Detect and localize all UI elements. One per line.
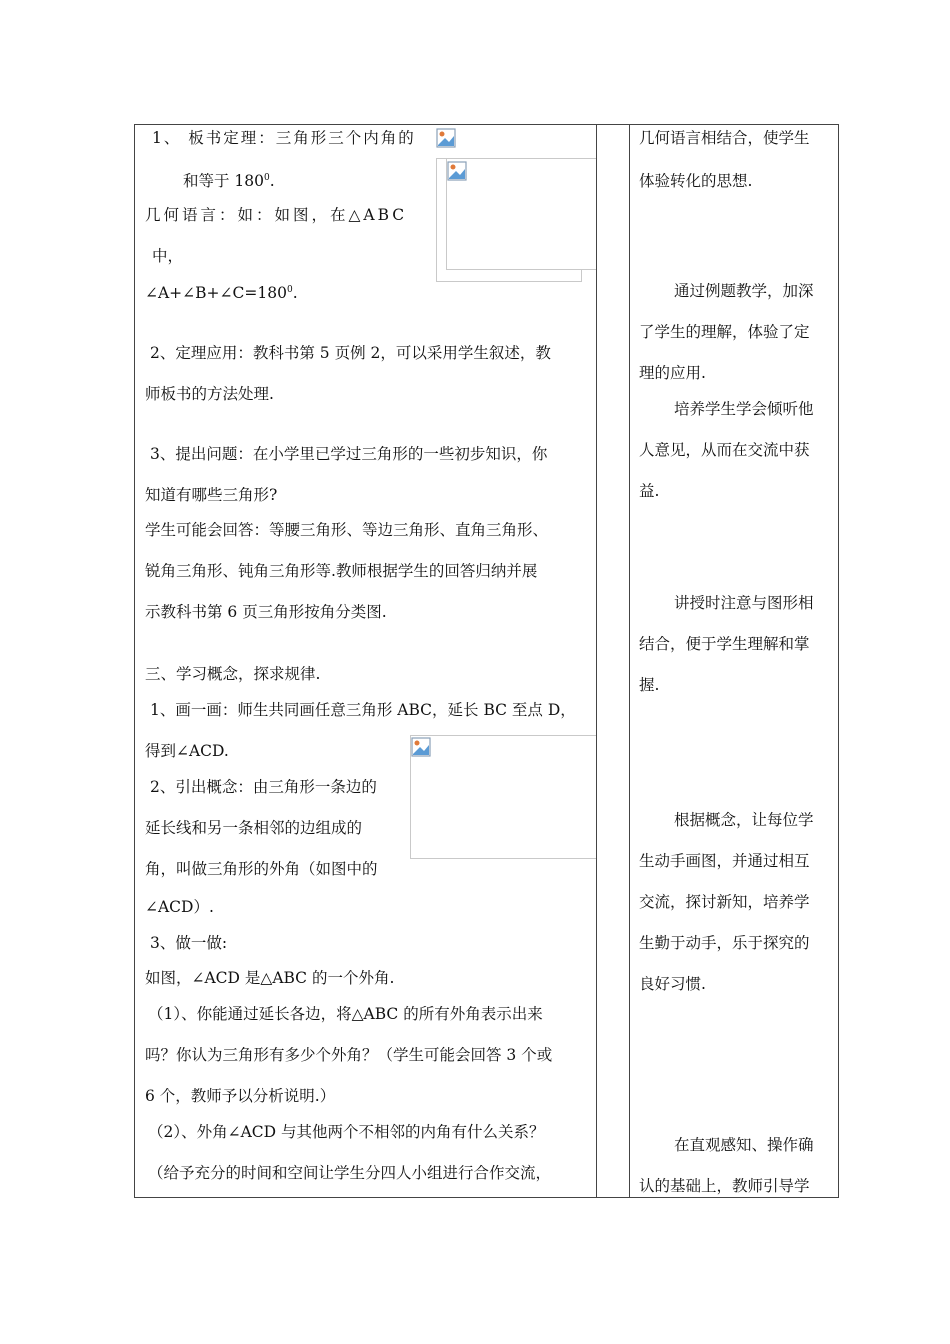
note-5-line-2: 生动手画图，并通过相互 bbox=[639, 852, 810, 870]
note-6-line-1: 在直观感知、操作确 bbox=[674, 1136, 814, 1154]
concept-line-1: 2、引出概念：由三角形一条边的 bbox=[150, 778, 377, 796]
triangle-figure-image bbox=[446, 158, 596, 270]
application-line-1: 2、定理应用：教科书第 5 页例 2，可以采用学生叙述，教 bbox=[150, 344, 551, 362]
geometry-language-line-2: 中， bbox=[152, 247, 184, 265]
answer-line-3: 示教科书第 6 页三角形按角分类图. bbox=[145, 603, 387, 621]
note-2-line-3: 理的应用. bbox=[639, 364, 706, 382]
note-5-line-4: 生勤于动手，乐于探究的 bbox=[639, 934, 810, 952]
geometry-language-line: 几何语言：如：如图，在△ABC bbox=[145, 206, 408, 224]
application-line-2: 师板书的方法处理. bbox=[145, 385, 274, 403]
draw-step-line-1: 1、画一画：师生共同画任意三角形 ABC，延长 BC 至点 D， bbox=[150, 701, 576, 719]
note-1-line-2: 体验转化的思想. bbox=[639, 172, 753, 190]
do-it-heading: 3、做一做: bbox=[150, 934, 228, 952]
note-3-line-2: 人意见，从而在交流中获 bbox=[639, 441, 810, 459]
theorem-line-1: 1、 板书定理：三角形三个内角的 bbox=[152, 129, 416, 147]
theorem-line-2: 和等于 $180^0$. bbox=[183, 172, 275, 190]
question-line-2: 知道有哪些三角形? bbox=[145, 486, 278, 504]
note-4-line-1: 讲授时注意与图形相 bbox=[674, 594, 814, 612]
broken-image-small bbox=[436, 128, 456, 148]
broken-image-icon bbox=[436, 128, 456, 148]
note-2-line-1: 通过例题教学，加深 bbox=[674, 282, 814, 300]
question-2-line-1: （2）、外角∠ACD 与其他两个不相邻的内角有什么关系？ bbox=[148, 1123, 545, 1141]
note-2-line-2: 了学生的理解，体验了定 bbox=[639, 323, 810, 341]
concept-line-3: 角，叫做三角形的外角（如图中的 bbox=[145, 860, 378, 878]
note-4-line-3: 握. bbox=[639, 676, 660, 694]
exterior-angle-statement: 如图，∠ACD 是△ABC 的一个外角. bbox=[145, 969, 395, 987]
note-5-line-1: 根据概念，让每位学 bbox=[674, 811, 814, 829]
note-3-line-3: 益. bbox=[639, 482, 660, 500]
concept-line-2: 延长线和另一条相邻的边组成的 bbox=[145, 819, 363, 837]
broken-image-icon bbox=[447, 161, 467, 181]
draw-step-line-2: 得到∠ACD. bbox=[145, 742, 229, 760]
angle-sum-formula: $\angle A+\angle B+\angle C=180^0$. bbox=[145, 284, 298, 302]
question-1-line-1: （1）、你能通过延长各边，将△ABC 的所有外角表示出来 bbox=[148, 1005, 543, 1023]
concept-line-4: ∠ACD）. bbox=[145, 898, 214, 916]
note-5-line-5: 良好习惯. bbox=[639, 975, 706, 993]
note-1-line-1: 几何语言相结合，使学生 bbox=[639, 129, 810, 147]
note-4-line-2: 结合，便于学生理解和掌 bbox=[639, 635, 810, 653]
note-6-line-2: 认的基础上，教师引导学 bbox=[639, 1177, 810, 1195]
column-divider-1 bbox=[596, 124, 597, 1198]
question-2-line-2: （给予充分的时间和空间让学生分四人小组进行合作交流， bbox=[148, 1164, 552, 1182]
question-line-1: 3、提出问题：在小学里已学过三角形的一些初步知识，你 bbox=[150, 445, 548, 463]
answer-line-1: 学生可能会回答：等腰三角形、等边三角形、直角三角形、 bbox=[145, 521, 549, 539]
question-1-line-2: 吗？你认为三角形有多少个外角？（学生可能会回答 3 个或 bbox=[145, 1046, 553, 1064]
note-5-line-3: 交流，探讨新知，培养学 bbox=[639, 893, 810, 911]
broken-image-icon bbox=[411, 737, 431, 757]
answer-line-2: 锐角三角形、钝角三角形等.教师根据学生的回答归纳并展 bbox=[145, 562, 538, 580]
section-heading: 三、学习概念，探求规律. bbox=[145, 665, 321, 683]
exterior-angle-figure-image bbox=[410, 735, 596, 859]
question-1-line-3: 6 个，教师予以分析说明.） bbox=[145, 1087, 336, 1105]
column-divider-2 bbox=[629, 124, 630, 1198]
note-3-line-1: 培养学生学会倾听他 bbox=[674, 400, 814, 418]
